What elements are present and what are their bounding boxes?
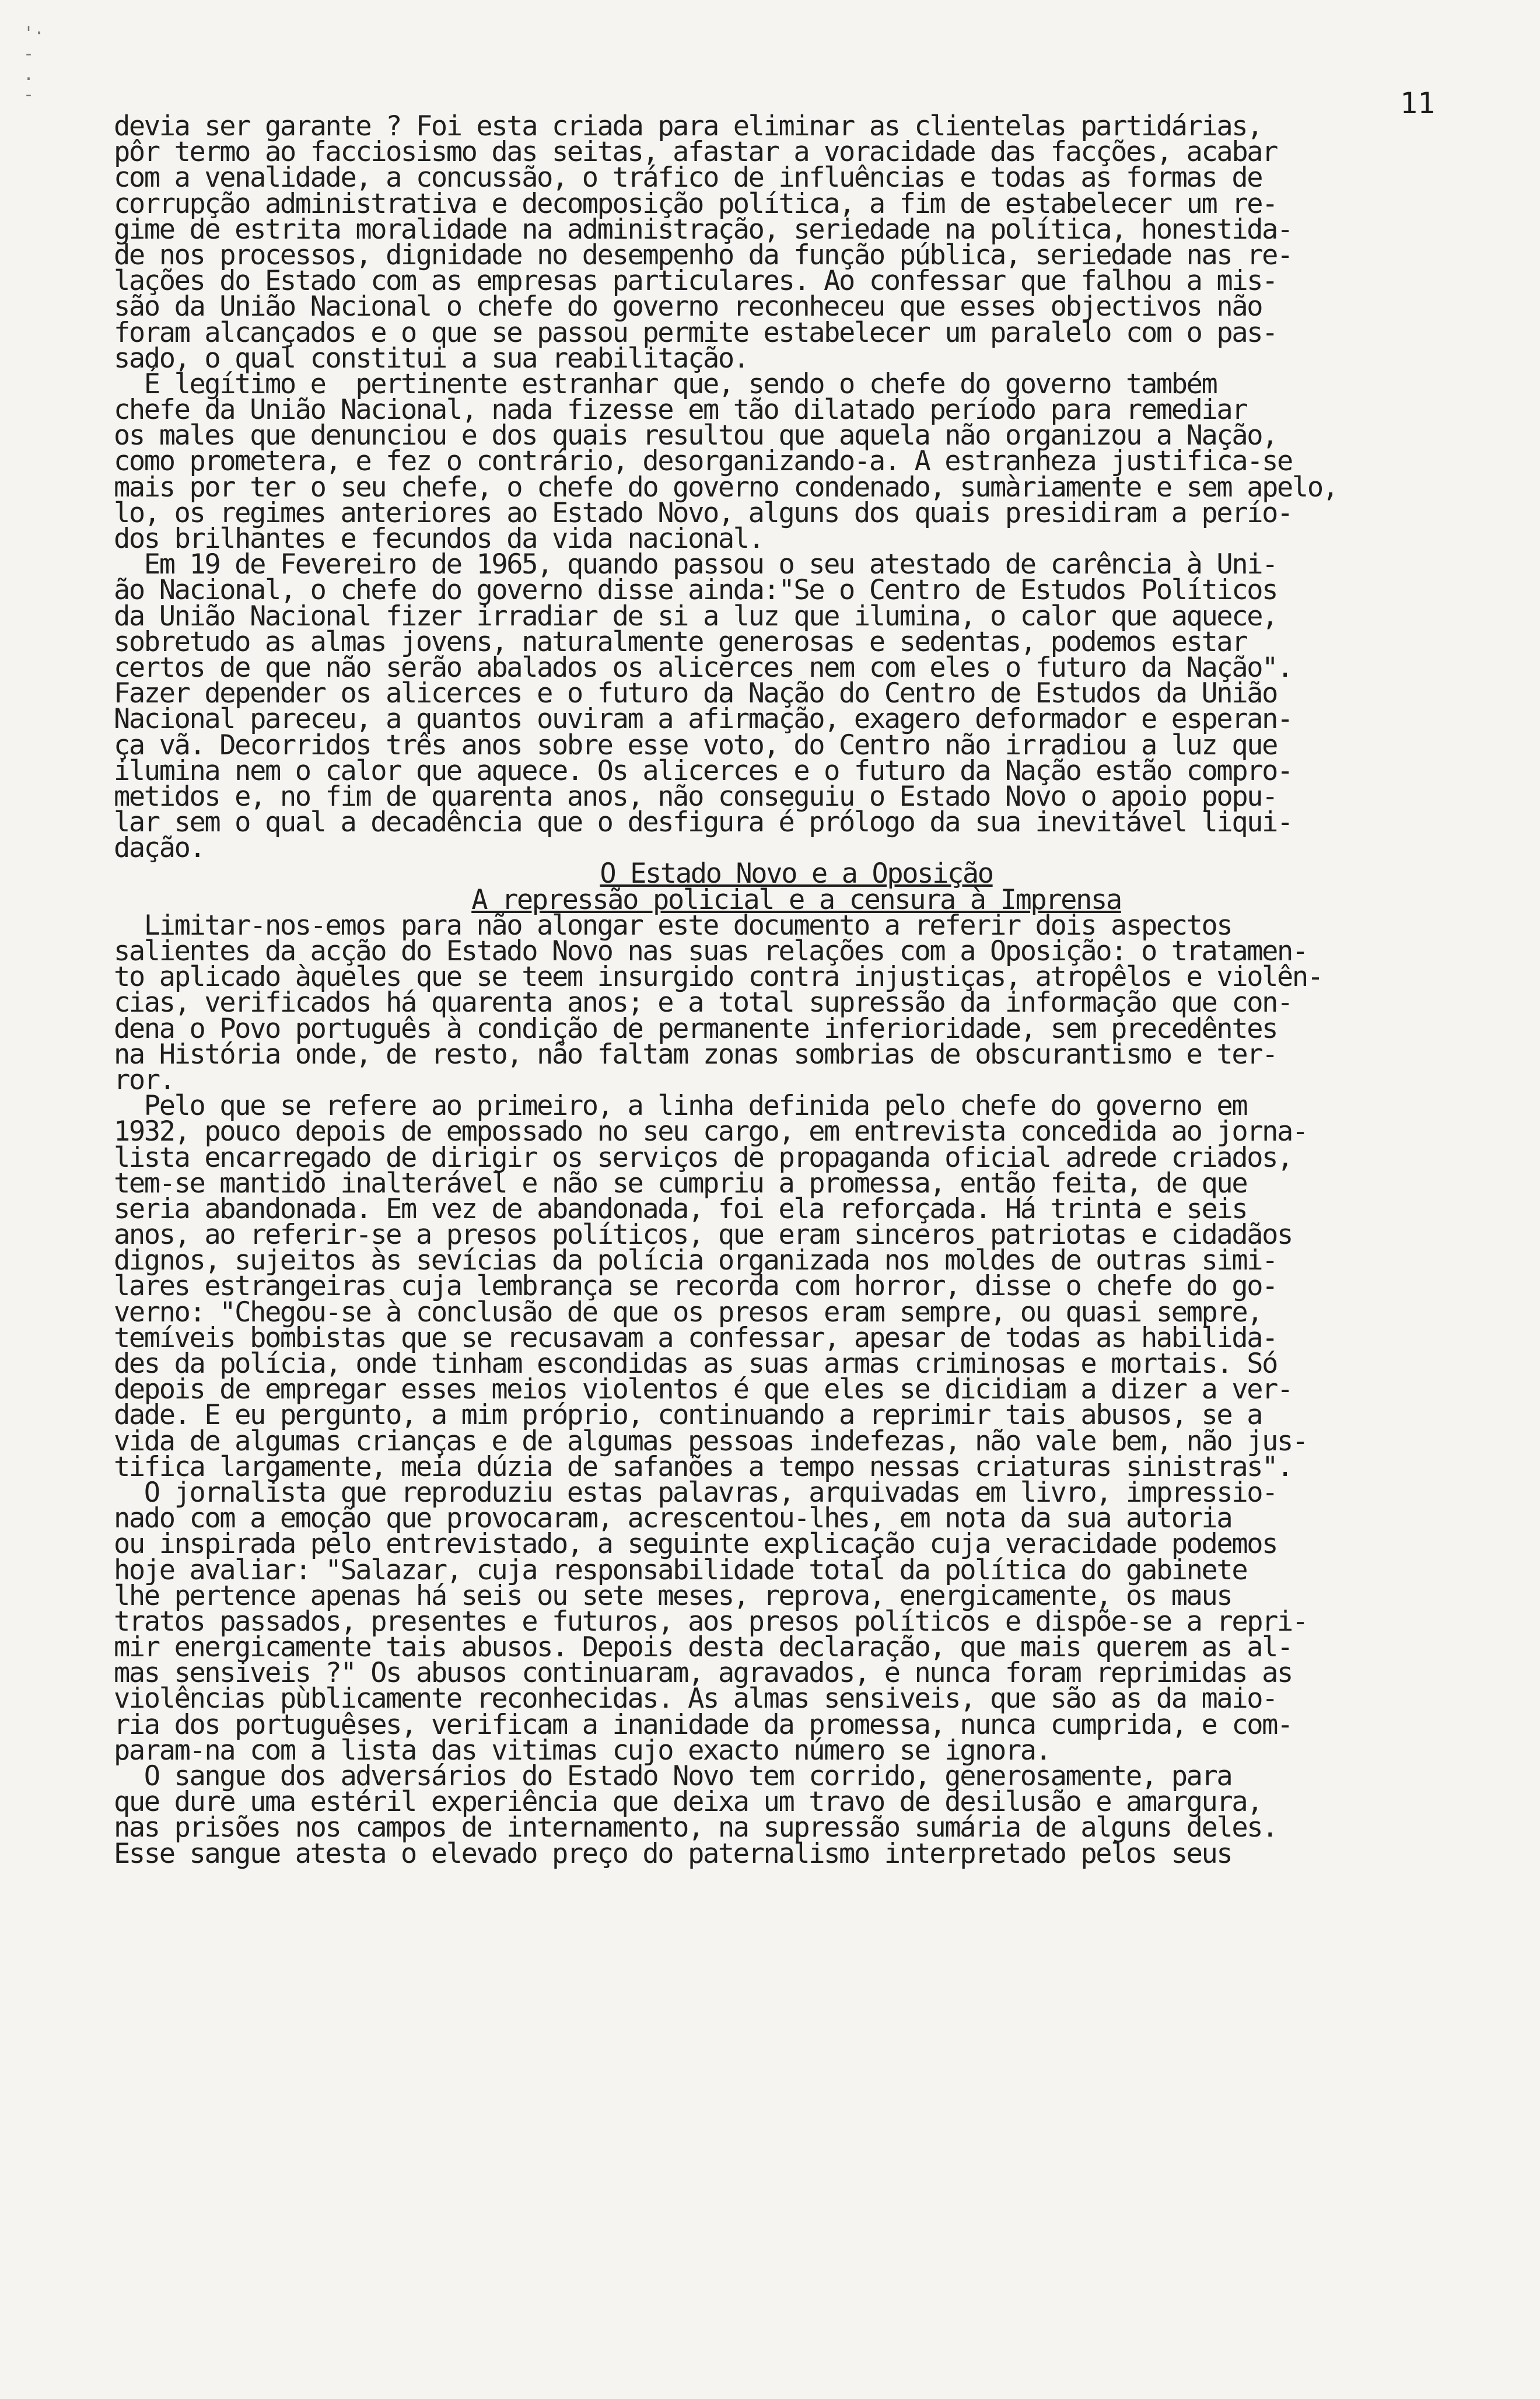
text-line: Nacional pareceu, a quantos ouviram a afirmação, exagero deformador e esperan- bbox=[114, 703, 1292, 736]
text-line: na História onde, de resto, não faltam zonas sombrias de obscurantismo e ter- bbox=[114, 1038, 1278, 1071]
text-line: devia ser garante ? Foi esta criada para eliminar as clientelas partidárias, bbox=[114, 110, 1262, 142]
text-line: seria abandonada. Em vez de abandonada, foi ela reforçada. Há trinta e seis bbox=[114, 1192, 1247, 1225]
text-line: metidos e, no fim de quarenta anos, não conseguiu o Estado Novo o apoio popu- bbox=[114, 780, 1278, 813]
text-line: ror. bbox=[114, 1064, 174, 1096]
text-line: verno: "Chegou-se à conclusão de que os presos eram sempre, ou quasi sempre, bbox=[114, 1296, 1262, 1328]
text-line: certos de que não serão abalados os alicerces nem com eles o futuro da Nação". bbox=[114, 651, 1292, 684]
text-line: anos, ao referir-se a presos políticos, que eram sinceros patriotas e cidadãos bbox=[114, 1219, 1292, 1251]
text-line: vida de algumas crianças e de algumas pessoas indefezas, não vale bem, não jus- bbox=[114, 1425, 1307, 1457]
text-line: ilumina nem o calor que aquece. Os alicerces e o futuro da Nação estão compro- bbox=[114, 754, 1292, 787]
text-line: É legítimo e pertinente estranhar que, sendo o chefe do governo também bbox=[114, 368, 1217, 400]
text-line: ão Nacional, o chefe do governo disse ainda:"Se o Centro de Estudos Políticos bbox=[114, 574, 1278, 607]
text-line: hoje avaliar: "Salazar, cuja responsabilidade total da política do gabinete bbox=[114, 1554, 1247, 1586]
text-line: lo, os regimes anteriores ao Estado Novo, alguns dos quais presidiram a perío- bbox=[114, 496, 1292, 529]
text-line: param-na com a lista das vitimas cujo exacto número se ignora. bbox=[114, 1734, 1051, 1767]
text-line: Pelo que se refere ao primeiro, a linha definida pelo chefe do governo em bbox=[114, 1090, 1247, 1122]
text-line: da União Nacional fizer irradiar de si a luz que ilumina, o calor que aquece, bbox=[114, 600, 1278, 632]
text-line: cias, verificados há quarenta anos; e a total supressão da informação que con- bbox=[114, 987, 1292, 1019]
text-line: de nos processos, dignidade no desempenho da função pública, seriedade nas re- bbox=[114, 239, 1292, 271]
text-line: salientes da acção do Estado Novo nas suas relações com a Oposição: o tratamen- bbox=[114, 935, 1307, 968]
text-line: que dure uma estéril experiência que deixa um travo de desilusão e amargura, bbox=[114, 1786, 1262, 1819]
paragraph-6 bbox=[114, 1476, 1479, 1767]
text-line: Esse sangue atesta o elevado preço do paternalismo interpretado pelos seus bbox=[114, 1837, 1232, 1870]
text-line: ça vã. Decorridos três anos sobre esse voto, do Centro não irradiou a luz que bbox=[114, 729, 1278, 761]
text-line: Fazer depender os alicerces e o futuro da Nação do Centro de Estudos da União bbox=[114, 677, 1278, 710]
paragraph-1 bbox=[114, 110, 1479, 375]
text-line: dos brilhantes e fecundos da vida nacional. bbox=[114, 523, 764, 555]
page-number: 11 bbox=[1400, 86, 1436, 120]
text-line: O jornalista que reproduziu estas palavras, arquivadas em livro, impressio- bbox=[114, 1476, 1278, 1509]
text-line: corrupção administrativa e decomposição política, a fim de estabelecer um re- bbox=[114, 187, 1278, 220]
text-line: ou inspirada pelo entrevistado, a seguinte explicação cuja veracidade podemos bbox=[114, 1528, 1278, 1561]
text-line: depois de empregar esses meios violentos é que eles se dicidiam a dizer a ver- bbox=[114, 1373, 1292, 1406]
text-line: Em 19 de Fevereiro de 1965, quando passou o seu atestado de carência à Uni- bbox=[114, 548, 1278, 581]
section-heading bbox=[114, 858, 1479, 916]
section-heading-title: O Estado Novo e a Oposição bbox=[600, 858, 993, 890]
text-line: to aplicado àqueles que se teem insurgido contra injustiças, atropêlos e violên- bbox=[114, 961, 1322, 994]
text-line: lares estrangeiras cuja lembrança se recorda com horror, disse o chefe do go- bbox=[114, 1270, 1278, 1303]
text-line: foram alcançados e o que se passou permite estabelecer um paralelo com o pas- bbox=[114, 316, 1278, 349]
paragraph-2 bbox=[114, 368, 1479, 555]
text-line: tem-se mantido inalterável e não se cumpriu a promessa, então feita, de que bbox=[114, 1167, 1247, 1200]
text-line: com a venalidade, a concussão, o tráfico de influências e todas as formas de bbox=[114, 162, 1262, 194]
text-line: temíveis bombistas que se recusavam a confessar, apesar de todas as habilida- bbox=[114, 1321, 1278, 1354]
paragraph-5 bbox=[114, 1090, 1479, 1483]
document-body bbox=[114, 110, 1479, 1870]
text-line: dignos, sujeitos às sevícias da polícia organizada nos moldes de outras simi- bbox=[114, 1244, 1278, 1277]
text-line: sado, o qual constitui a sua reabilitação. bbox=[114, 342, 748, 375]
section-heading-subtitle: A repressão policial e a censura à Imprensa bbox=[471, 883, 1121, 916]
text-line: dade. E eu pergunto, a mim próprio, continuando a reprimir tais abusos, se a bbox=[114, 1399, 1262, 1432]
text-line: mir energicamente tais abusos. Depois desta declaração, que mais querem as al- bbox=[114, 1631, 1292, 1664]
paragraph-3 bbox=[114, 548, 1479, 865]
text-line: são da União Nacional o chefe do governo reconheceu que esses objectivos não bbox=[114, 291, 1262, 323]
text-line: dação. bbox=[114, 832, 205, 865]
text-line: pôr termo ao facciosismo das seitas, afastar a voracidade das facções, acabar bbox=[114, 136, 1278, 169]
text-line: lhe pertence apenas há seis ou sete meses, reprova, energicamente, os maus bbox=[114, 1579, 1232, 1612]
text-line: gime de estrita moralidade na administração, seriedade na política, honestida- bbox=[114, 213, 1292, 246]
paragraph-4 bbox=[114, 909, 1479, 1096]
corner-marks: '· ‑ . ‑ bbox=[23, 23, 45, 105]
text-line: ria dos portuguêses, verificam a inanidade da promessa, nunca cumprida, e com- bbox=[114, 1708, 1292, 1741]
text-line: des da polícia, onde tinham escondidas as suas armas criminosas e mortais. Só bbox=[114, 1348, 1278, 1380]
text-line: dena o Povo português à condição de permanente inferioridade, sem precedêntes bbox=[114, 1012, 1278, 1045]
text-line: Limitar-nos-emos para não alongar este documento a referir dois aspectos bbox=[114, 909, 1232, 942]
text-line: tifica largamente, meia dúzia de safanões a tempo nessas criaturas sinistras". bbox=[114, 1450, 1292, 1483]
text-line: 1932, pouco depois de empossado no seu cargo, em entrevista concedida ao jorna- bbox=[114, 1115, 1307, 1148]
text-line: os males que denunciou e dos quais resultou que aquela não organizou a Nação, bbox=[114, 419, 1278, 452]
text-line: lações do Estado com as empresas particulares. Ao confessar que falhou a mis- bbox=[114, 265, 1278, 298]
text-line: lista encarregado de dirigir os serviços de propaganda oficial adrede criados, bbox=[114, 1141, 1292, 1174]
text-line: tratos passados, presentes e futuros, aos presos políticos e dispõe-se a repri- bbox=[114, 1605, 1307, 1638]
text-line: chefe da União Nacional, nada fizesse em tão dilatado período para remediar bbox=[114, 394, 1247, 426]
text-line: violências pùblicamente reconhecidas. As almas sensiveis, que são as da maio- bbox=[114, 1683, 1278, 1715]
text-line: lar sem o qual a decadência que o desfigura é prólogo da sua inevitável liqui- bbox=[114, 806, 1292, 839]
text-line: nado com a emoção que provocaram, acrescentou-lhes, em nota da sua autoria bbox=[114, 1502, 1232, 1535]
text-line: sobretudo as almas jovens, naturalmente generosas e sedentas, podemos estar bbox=[114, 625, 1247, 658]
text-line: O sangue dos adversários do Estado Novo tem corrido, generosamente, para bbox=[114, 1760, 1232, 1793]
text-line: mas sensiveis ?" Os abusos continuaram, agravados, e nunca foram reprimidas as bbox=[114, 1657, 1292, 1690]
paragraph-7 bbox=[114, 1760, 1479, 1870]
text-line: nas prisões nos campos de internamento, na supressão sumária de alguns deles. bbox=[114, 1812, 1278, 1844]
text-line: como prometera, e fez o contrário, desorganizando-a. A estranheza justifica-se bbox=[114, 445, 1292, 478]
text-line: mais por ter o seu chefe, o chefe do governo condenado, sumàriamente e sem apelo, bbox=[114, 471, 1338, 503]
